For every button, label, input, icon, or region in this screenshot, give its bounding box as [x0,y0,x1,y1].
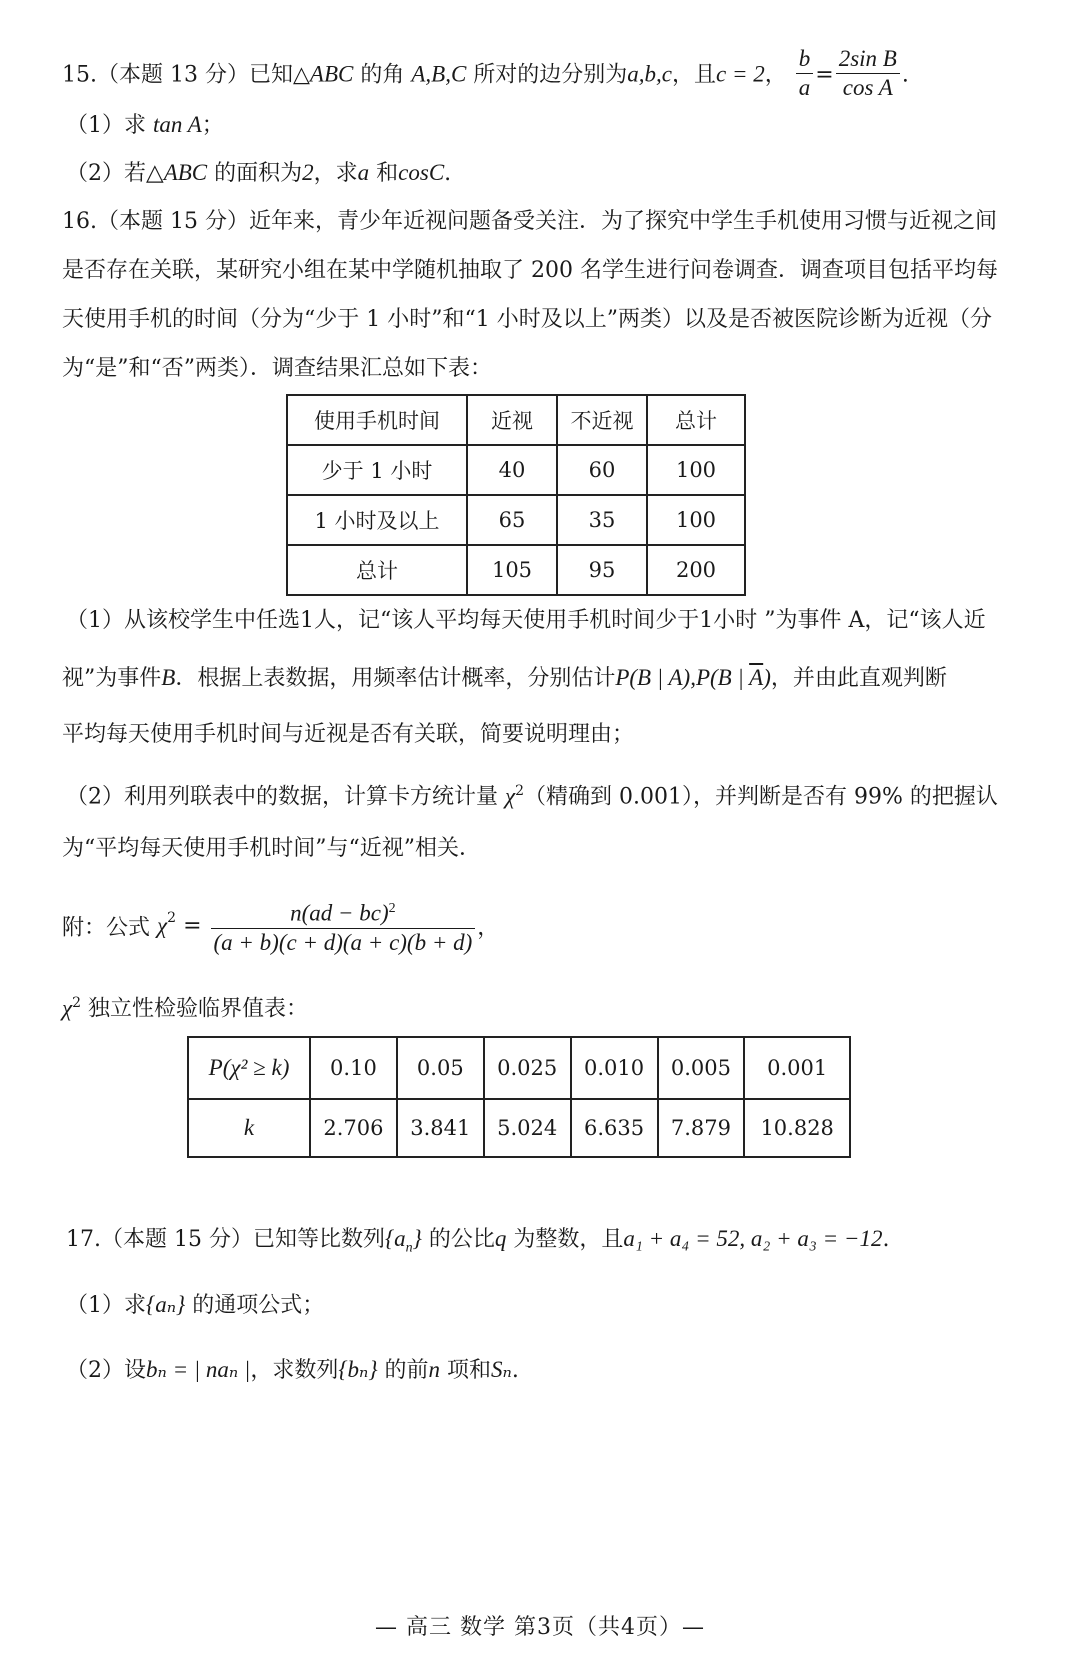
table-cell: 0.005 [658,1037,745,1099]
q16-part1-line1: （1）从该校学生中任选1人，记“该人平均每天使用手机时间少于1小时 ”为事件 A，记“该人近 [66,608,986,633]
table-cell: 200 [647,545,745,595]
table-cell: 100 [647,495,745,545]
q15-fraction-right: $\frac{\text{2sin B}}{\text{cos A}}$ [836,46,900,101]
q16-part2-line2: 为“平均每天使用手机时间”与“近视”相关． [62,836,481,861]
critical-value-table [187,1036,851,1158]
table-cell: 100 [647,445,745,495]
q17-part2: （2）设bₙ = | naₙ |，求数列{bₙ} 的前n 项和Sₙ. [66,1357,519,1383]
table-cell: 6.635 [571,1099,658,1157]
table-header-cell: 近视 [467,395,557,445]
table-cell: 3.841 [397,1099,484,1157]
q16-part1-line2: 视”为事件B．根据上表数据，用频率估计概率，分别估计P(B | A),P(B | $\overline{A}$)，并由此直观判断 [62,665,947,691]
q16-stem-line3: 天使用手机的时间（分为“少于 1 小时”和“1 小时及以上”两类）以及是否被医院诊断为近视（分 [62,307,992,332]
table-cell: 2.706 [310,1099,397,1157]
table-row [188,1099,850,1157]
formula-fraction: $\frac{n(ad - bc)^2}{(a + b)(c + d)(a + c)(b + d)}$ [211,896,476,956]
table-cell: 0.10 [310,1037,397,1099]
table-cell: 10.828 [744,1099,850,1157]
contingency-table [286,394,746,596]
q17-part1: （1）求{aₙ} 的通项公式； [66,1292,325,1318]
chi-square-formula: 附：公式 $\chi^2$ = $\frac{n(ad - bc)^2}{(a + b)(c + d)(a + c)(b + d)}$ ， [62,896,1040,956]
table-cell: 7.879 [658,1099,745,1157]
table-row [287,495,745,545]
q16-stem-line4: 为“是”和“否”两类）．调查结果汇总如下表： [62,356,492,381]
table-cell: 40 [467,445,557,495]
q16-stem-line1: 16.（本题 15 分）近年来，青少年近视问题备受关注．为了探究中学生手机使用习惯与近视之间 [62,209,997,234]
table-header-cell: 使用手机时间 [287,395,467,445]
table-cell: 0.05 [397,1037,484,1099]
table-cell: 65 [467,495,557,545]
q17-stem: 17.（本题 15 分）已知等比数列$\{a_n\}$ 的公比q 为整数，且a₁ + a₄ = 52, a₂ + a₃ = −12. [66,1226,890,1256]
q16-stem-line2: 是否存在关联，某研究小组在某中学随机抽取了 200 名学生进行问卷调查．调查项目包括平均每 [62,258,998,283]
q15-part2: （2）若△ABC 的面积为2，求a 和cosC. [66,160,452,186]
table-cell: 5.024 [484,1099,571,1157]
table-cell: 35 [557,495,647,545]
table-cell: 0.010 [571,1037,658,1099]
table-cell: 少于 1 小时 [287,445,467,495]
critical-table-title: $\chi^2$ 独立性检验临界值表： [62,995,309,1022]
table-header-cell: 不近视 [557,395,647,445]
table-header-cell: k [188,1099,310,1157]
table-cell: 60 [557,445,647,495]
table-cell: 总计 [287,545,467,595]
table-cell: 0.001 [744,1037,850,1099]
table-cell: 95 [557,545,647,595]
table-row [287,395,745,445]
table-row [188,1037,850,1099]
table-header-cell: 总计 [647,395,745,445]
page-footer: — 高三 数学 第3页（共4页）— [375,1615,705,1640]
q16-part2-line1: （2）利用列联表中的数据，计算卡方统计量 $\chi^2$（精确到 0.001），并判断是否有 99% 的把握认 [66,783,998,810]
table-row [287,545,745,595]
q16-part1-line3: 平均每天使用手机时间与近视是否有关联，简要说明理由； [62,722,635,747]
q15-part1: （1）求 tan A； [66,112,224,138]
table-row [287,445,745,495]
table-cell: 0.025 [484,1037,571,1099]
table-header-cell: P(χ² ≥ k) [188,1037,310,1099]
table-cell: 105 [467,545,557,595]
table-cell: 1 小时及以上 [287,495,467,545]
q15-fraction-left: $\frac{b}{a}$ [796,46,814,101]
q15-stem: 15.（本题 13 分）已知△ABC 的角 A,B,C 所对的边分别为a,b,c，且c = 2， $\frac{b}{a}$ = $\frac{\text{2sin B}}{\text{cos A}}$ . [62,46,909,100]
